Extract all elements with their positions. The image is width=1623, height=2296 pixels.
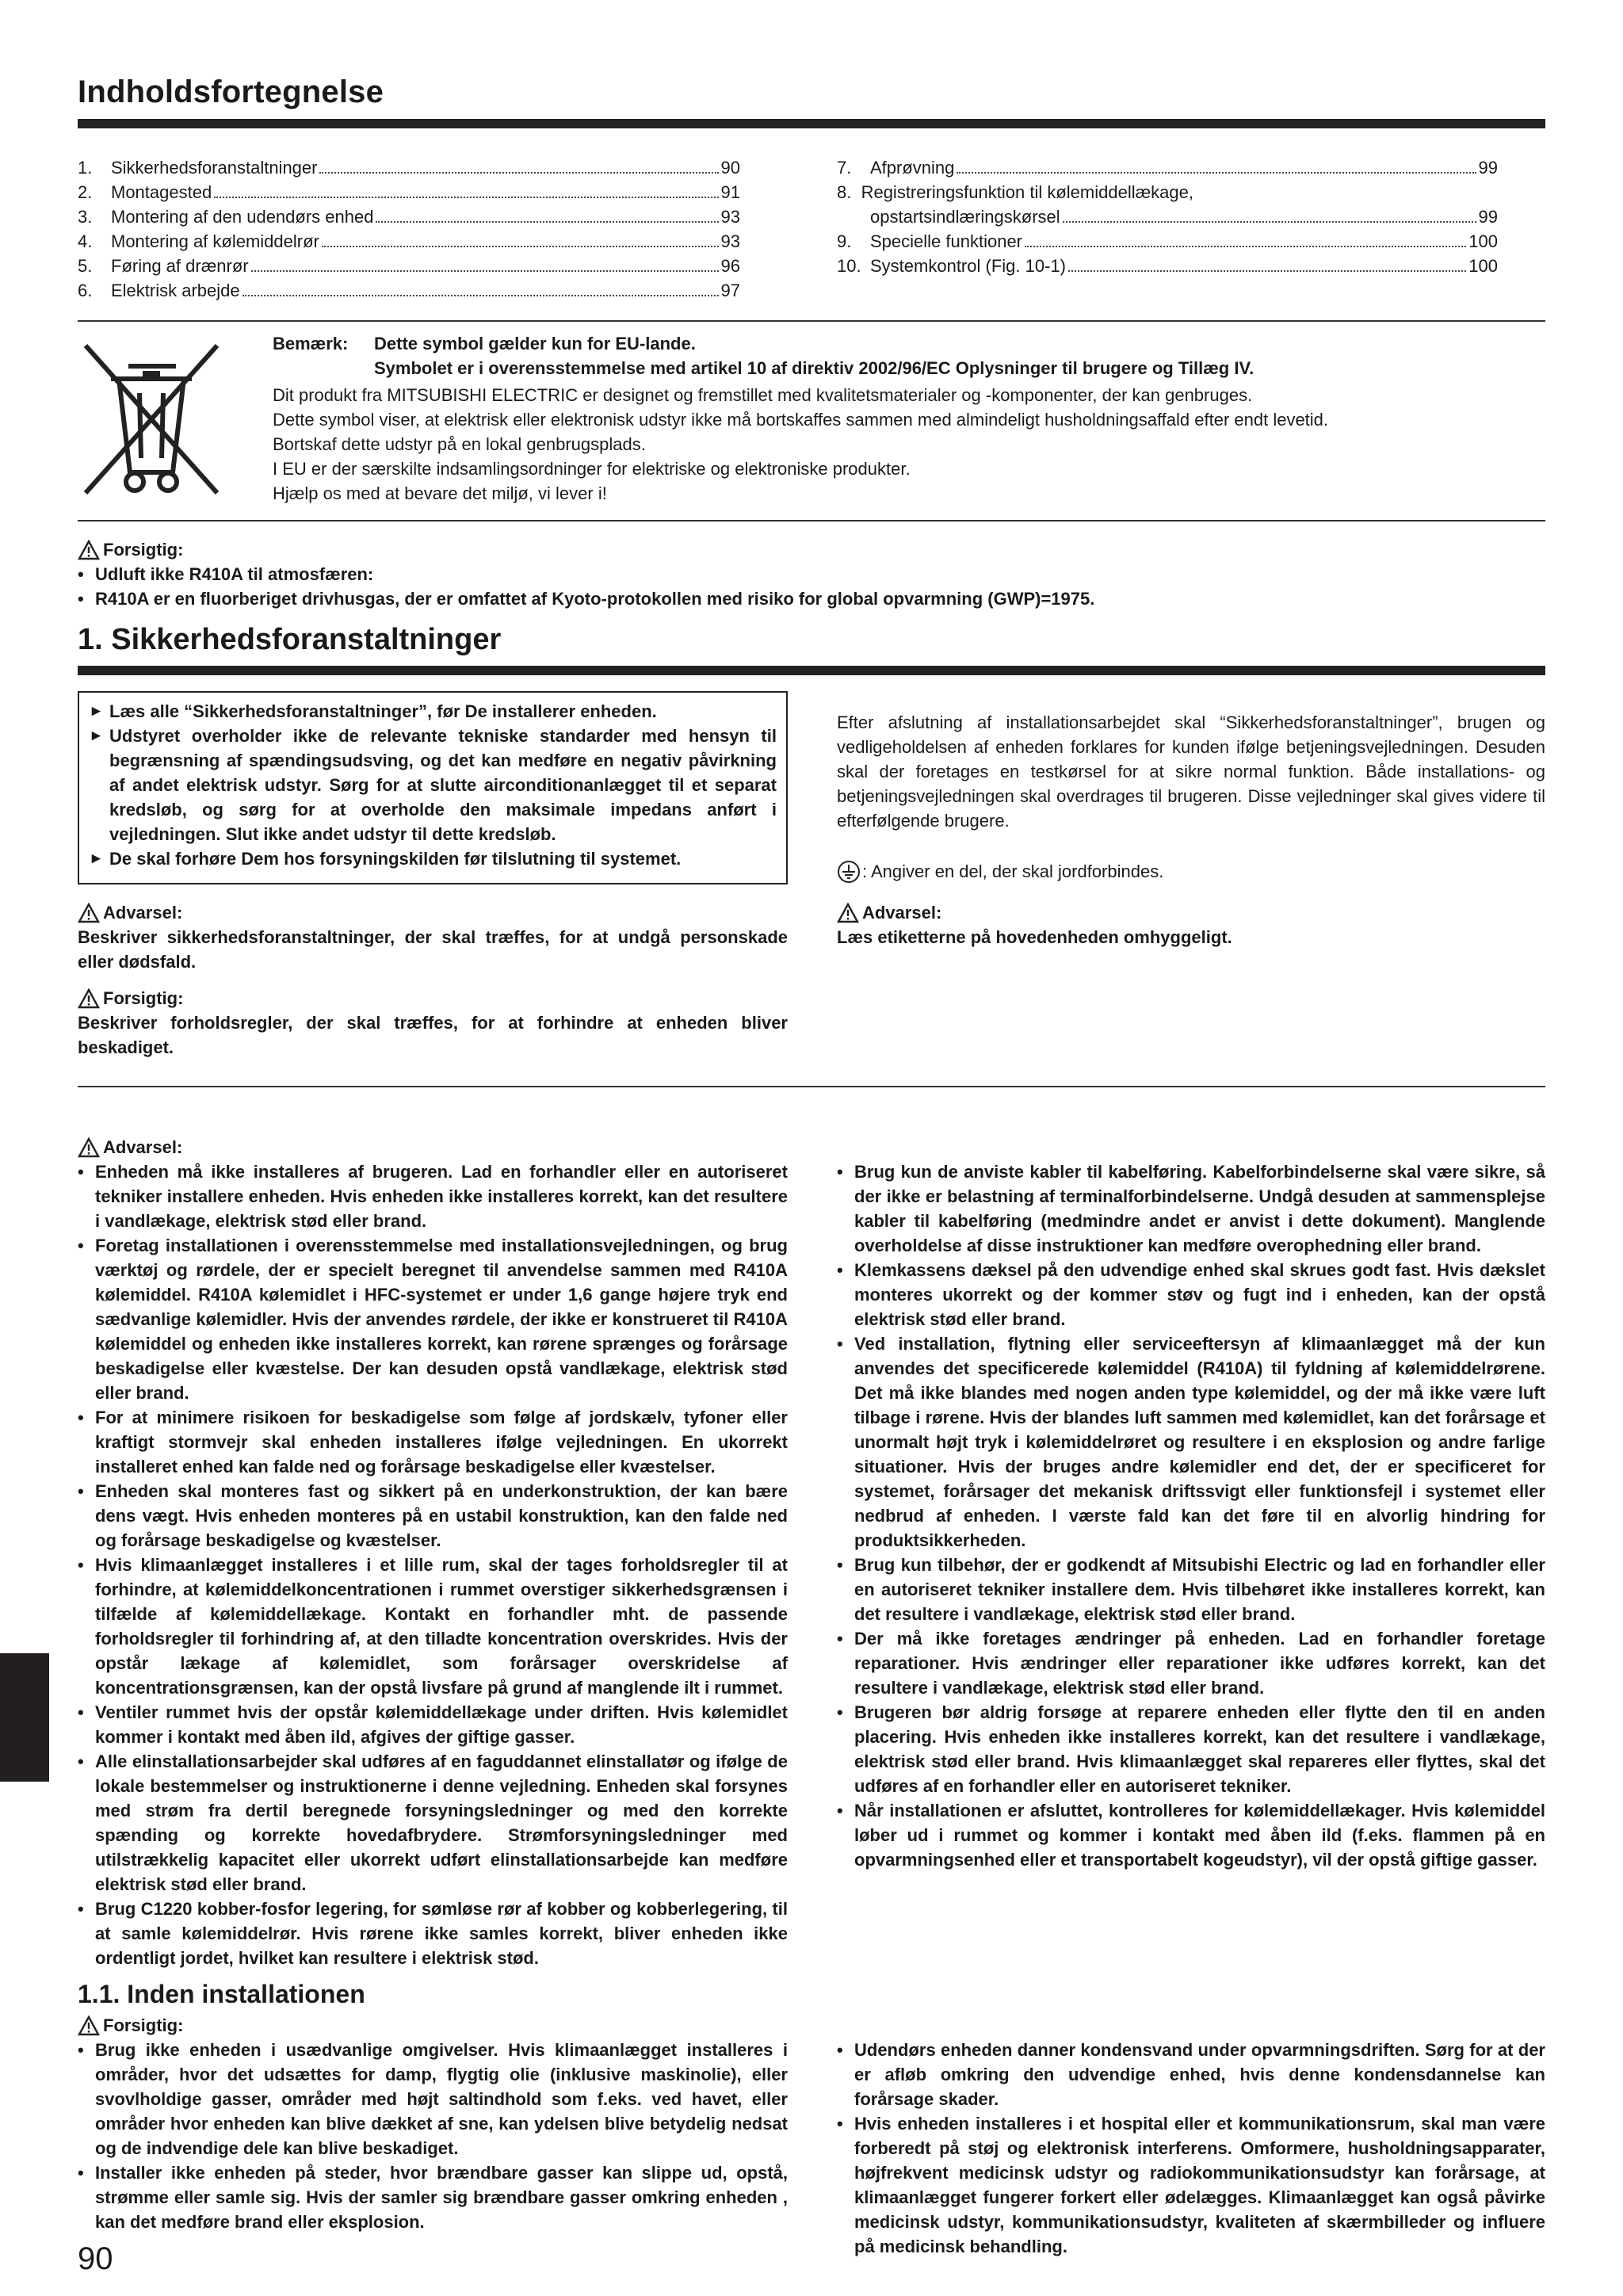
language-tab: [0, 1653, 49, 1782]
warning-item: • Klemkassens dæksel på den udvendige enhed skal skrues godt fast. Hvis dækslet monteres ukorrekt og der kommer støv og fugt ind i enheden, kan der opstå elektrisk stød eller brand.: [837, 1258, 1545, 1331]
warning-item: • Ved installation, flytning eller serviceeftersyn af klimaanlægget må der kun anvendes det specificerede kølemiddel (R410A) til fyldning af kølemiddelrørene. Det må ikke blandes med nogen anden type kølemiddel, og der må ikke være luft tilbage i rørene. Hvis der blandes luft sammen med kølemidlet, kan det forårsage et unormalt højt tryk i kølemiddelrøret og resultere i en eksplosion og andre farlige situationer. Hvis der bruges andre kølemidler end det, der er specificeret for systemet, forårsager det mekanisk driftssvigt eller funktionsfejl i systemet eller nedbrud af enheden. I værste fald kan det føre til en alvorlig hindring for produktsikkerheden.: [837, 1331, 1545, 1553]
toc-right: [837, 155, 1498, 278]
warning-triangle-icon: [837, 903, 859, 923]
toc-item[interactable]: 9. Specielle funktioner 100: [837, 231, 1498, 251]
warning-triangle-icon: [78, 988, 100, 1009]
caution-item: • Udendørs enheden danner kondensvand under opvarmningsdriften. Sørg for at der er afløb omkring den udvendige enhed, hvis denne kondensdannelse kan forårsage skader.: [837, 2038, 1545, 2111]
toc-item[interactable]: 7. Afprøvning 99: [837, 158, 1498, 178]
toc-item[interactable]: 8. Registreringsfunktion til kølemiddellækage,: [837, 182, 1193, 202]
divider: [78, 320, 1545, 322]
ground-symbol-icon: [837, 860, 861, 884]
weee-note: Bemærk: Dette symbol gælder kun for EU-lande. Symbolet er i overensstemmelse med artikel 10 af direktiv 2002/96/EC Oplysninger til brugere og Tillæg IV. Dit produkt fra MITSUBISHI ELECTRIC er designet og fremstillet med kvalitetsmaterialer og -komponenter, der kan genbruges. Dette symbol viser, at elektrisk eller elektronisk udstyr ikke må bortskaffes sammen med almindeligt husholdningsaffald efter endt levetid. Bortskaf dette udstyr på en lokal genbrugsplads. I EU er der særskilte indsamlingsordninger for elektriske og elektroniske produkter. Hjælp os med at bevare det miljø, vi lever i!: [273, 334, 1329, 503]
right-warning: Advarsel: Læs etiketterne på hovedenheden omhyggeligt.: [837, 903, 1232, 947]
toc-item[interactable]: 1. Sikkerhedsforanstaltninger 90: [78, 158, 740, 178]
ground-note: : Angiver en del, der skal jordforbindes.: [837, 859, 1545, 884]
toc-item[interactable]: 6. Elektrisk arbejde 97: [78, 281, 740, 300]
toc-left: [78, 155, 740, 303]
caution-top: Forsigtig: • Udluft ikke R410A til atmosfæren: • R410A er en fluorberiget drivhusgas, der er omfattet af Kyoto-protokollen med risiko for global opvarmning (GWP)=1975.: [78, 537, 1545, 611]
toc-item[interactable]: 3. Montering af den udendørs enhed 93: [78, 207, 740, 227]
warning-triangle-icon: [78, 1137, 100, 1158]
warning-item: • Når installationen er afsluttet, kontrolleres for kølemiddellækager. Hvis kølemiddel løber ud i rummet og kommer i kontakt med åben ild (f.eks. flammen på en opvarmningsenhed eller et transportabelt kogeudstyr), vil der opstå giftige gasser.: [837, 1798, 1545, 1872]
section-rule: [78, 666, 1545, 675]
warning-item: • Enheden skal monteres fast og sikkert på en underkonstruktion, der kan bære dens vægt. Hvis enheden monteres på en ustabil konstruktion, kan den falde ned og forårsage beskadigelse og kvæstelser.: [78, 1479, 788, 1553]
warning-item: • Brug C1220 kobber-fosfor legering, for sømløse rør af kobber og kobberlegering, til at samle kølemiddelrør. Hvis rørene ikke samles korrekt, bliver enheden ikke ordentligt jordet, hvilket kan resultere i elektrisk stød.: [78, 1897, 788, 1970]
warning-triangle-icon: [78, 903, 100, 923]
section-title: 1. Sikkerhedsforanstaltninger: [78, 623, 502, 656]
warning-item: • Foretag installationen i overensstemmelse med installationsvejledningen, og brug værktøj og rørdele, der er specielt beregnet til anvendelse sammen med R410A kølemiddel. R410A kølemidlet i HFC-systemet er under 1,6 gange højere tryk end sædvanlige kølemidler. Hvis der anvendes rørdele, der ikke er konstrueret til R410A kølemiddel og enheden ikke installeres korrekt, kan rørene sprænges og forårsage beskadigelse eller kvæstelse. Der kan desuden opstå vandlækage, elektrisk stød eller brand.: [78, 1233, 788, 1405]
warning-triangle-icon: [78, 540, 100, 560]
title-rule: [78, 119, 1545, 128]
crossed-bin-icon: [79, 339, 223, 499]
warning-triangle-icon: [78, 2015, 100, 2036]
warning-item: • Hvis klimaanlægget installeres i et lille rum, skal der tages forholdsregler til at forhindre, at kølemiddelkoncentrationen i rummet overstiger sikkerhedsgrænsen i tilfælde af kølemiddellækage. Kontakt en forhandler mht. de passende forholdsregler til forhindring af, at den tilladte koncentration overskrides. Hvis der opstår lækage af kølemidlet, som forårsager overskridelse af koncentrationsgrænsen, kan der opstå livsfare på grund af manglende ilt i rummet.: [78, 1553, 788, 1700]
warnings-left: Advarsel: • Enheden må ikke installeres af brugeren. Lad en forhandler eller en autoriseret tekniker installere enheden. Hvis enheden ikke installeres korrekt, kan det resultere i vandlækage, elektrisk stød eller brand. • Foretag installationen i overensstemmelse med installationsvejledningen, og brug værktøj og rørdele, der er specielt beregnet til anvendelse sammen med R410A kølemiddel. R410A kølemidlet i HFC-systemet er under 1,6 gange højere tryk end sædvanlige kølemidler. Hvis der anvendes rørdele, der ikke er konstrueret til R410A kølemiddel og enheden ikke installeres korrekt, kan rørene sprænges og forårsage beskadigelse eller kvæstelse. Der kan desuden opstå vandlækage, elektrisk stød eller brand. • For at minimere risikoen for beskadigelse som følge af jordskælv, tyfoner eller kraftigt stormvejr skal enheden installeres ifølge vejledningen. En ukorrekt installeret enhed kan falde ned og forårsage beskadigelse eller kvæstelser. • Enheden skal monteres fast og sikkert på en underkonstruktion, der kan bære dens vægt. Hvis enheden monteres på en ustabil konstruktion, kan den falde ned og forårsage beskadigelse og kvæstelser. • Hvis klimaanlægget installeres i et lille rum, skal der tages forholdsregler til at forhindre, at kølemiddelkoncentrationen i rummet overstiger sikkerhedsgrænsen i tilfælde af kølemiddellækage. Kontakt en forhandler mht. de passende forholdsregler til forhindring af, at den tilladte koncentration overskrides. Hvis der opstår lækage af kølemidlet, som forårsager overskridelse af koncentrationsgrænsen, kan der opstå livsfare på grund af manglende ilt i rummet. • Ventiler rummet hvis der opstår kølemiddellækage under driften. Hvis kølemidlet kommer i kontakt med åben ild, afgives der giftige gasser. • Alle elinstallationsarbejder skal udføres af en faguddannet elinstallatør og ifølge de lokale bestemmelser og instruktionerne i denne vejledning. Enheden skal forsynes med strøm fra dertil beregnede forsyningsledninger og med den korrekte spænding og korrekte hovedafbrydere. Strømforsyningsledninger med utilstrækkelig kapacitet eller ukorrekt udført elinstallationsarbejde kan medføre elektrisk stød eller brand. • Brug C1220 kobber-fosfor legering, for sømløse rør af kobber og kobberlegering, til at samle kølemiddelrør. Hvis rørene ikke samles korrekt, bliver enheden ikke ordentligt jordet, hvilket kan resultere i elektrisk stød.: [78, 1135, 788, 1970]
caution-definition: Forsigtig: Beskriver forholdsregler, der skal træffes, for at forhindre at enheden bliver beskadiget.: [78, 988, 788, 1057]
divider: [78, 1086, 1545, 1087]
warning-item: • Brugeren bør aldrig forsøge at reparere enheden eller flytte den til en anden placering. Hvis enheden ikke installeres korrekt, kan det resultere i vandlækage, elektrisk stød eller brand. Hvis klimaanlægget skal repareres eller flyttes, skal det udføres af en forhandler eller en autoriseret tekniker.: [837, 1700, 1545, 1798]
toc-item[interactable]: 10. Systemkontrol (Fig. 10-1) 100: [837, 256, 1498, 276]
warning-definition: Advarsel: Beskriver sikkerhedsforanstaltninger, der skal træffes, for at undgå personskade eller dødsfald.: [78, 903, 788, 972]
toc-item[interactable]: 5. Føring af drænrør 96: [78, 256, 740, 276]
after-installation-text: Efter afslutning af installationsarbejdet skal “Sikkerhedsforanstaltninger”, brugen og vedligeholdelsen af enheden forklares for kunden ifølge betjeningsvejledningen. Desuden skal der foretages en testkørsel for at sikre normal funktion. Både installations- og betjeningsvejledningen skal overdrages til brugeren. Disse vejledninger skal gives videre til efterfølgende brugere.: [837, 712, 1545, 831]
warning-item: • Alle elinstallationsarbejder skal udføres af en faguddannet elinstallatør og ifølge de lokale bestemmelser og instruktionerne i denne vejledning. Enheden skal forsynes med strøm fra dertil beregnede forsyningsledninger og med den korrekte spænding og korrekte hovedafbrydere. Strømforsyningsledninger med utilstrækkelig kapacitet eller ukorrekt udført elinstallationsarbejde kan medføre elektrisk stød eller brand.: [78, 1749, 788, 1897]
warning-item: • Ventiler rummet hvis der opstår kølemiddellækage under driften. Hvis kølemidlet kommer i kontakt med åben ild, afgives der giftige gasser.: [78, 1700, 788, 1749]
caution-item: • Hvis enheden installeres i et hospital eller et kommunikationsrum, skal man være forberedt på støj og elektronisk interferens. Omformere, husholdningsapparater, højfrekvent medicinsk udstyr og radiokommunikationsudstyr kan forårsage, at klimaanlægget fungerer forkert eller ødelægges. Klimaanlægget kan også påvirke medicinsk udstyr, kommunikationsudstyr, kvaliteten af skærmbilleder og influere på medicinsk behandling.: [837, 2111, 1545, 2259]
before-install-right: [837, 2038, 1545, 2259]
warning-item: • Enheden må ikke installeres af brugeren. Lad en forhandler eller en autoriseret tekniker installere enheden. Hvis enheden ikke installeres korrekt, kan det resultere i vandlækage, elektrisk stød eller brand.: [78, 1159, 788, 1233]
subsection-title: 1.1. Inden installationen: [78, 1980, 365, 2008]
toc-item[interactable]: 4. Montering af kølemiddelrør 93: [78, 231, 740, 251]
warnings-right: [837, 1159, 1545, 1872]
caution-item: • Installer ikke enheden på steder, hvor brændbare gasser kan slippe ud, opstå, strømme eller samle sig. Hvis der samler sig brændbare gasser omkring enheden , kan det medføre brand eller eksplosion.: [78, 2160, 788, 2234]
warning-item: • Der må ikke foretages ændringer på enheden. Lad en forhandler foretage reparationer. Hvis ændringer eller reparationer ikke udføres korrekt, kan det resultere i vandlækage, elektrisk stød eller brand.: [837, 1626, 1545, 1700]
before-install-left: Forsigtig: • Brug ikke enheden i usædvanlige omgivelser. Hvis klimaanlægget installeres i områder, hvor det udsættes for damp, flygtig olie (inklusive maskinolie), eller svovlholdige gasser, områder med højt saltindhold som f.eks. ved havet, eller områder hvor enheden kan blive dækket af sne, kan ydelsen blive betydelig nedsat og de indvendige dele kan blive beskadiget. • Installer ikke enheden på steder, hvor brændbare gasser kan slippe ud, opstå, strømme eller samle sig. Hvis der samler sig brændbare gasser omkring enheden , kan det medføre brand eller eksplosion.: [78, 2013, 788, 2234]
warning-item: • Brug kun de anviste kabler til kabelføring. Kabelforbindelserne skal være sikre, så der ikke er belastning af terminalforbindelserne. Undgå desuden at sammensplejse kabler til kabelføring (medmindre andet er anvist i dette dokument). Manglende overholdelse af disse instruktioner kan medføre overophedning eller brand.: [837, 1159, 1545, 1258]
safety-instructions-box: ► Læs alle “Sikkerhedsforanstaltninger”, før De installerer enheden. ► Udstyret overholder ikke de relevante tekniske standarder med hensyn til begrænsning af spændingsudsving, og det kan medføre en negativ påvirkning af andet elektrisk udstyr. Sørg for at slutte airconditionanlægget til et separat kredsløb, og sørg for at overholde den maksimale impedans anført i vejledningen. Slut ikke andet udstyr til dette kredsløb. ► De skal forhøre Dem hos forsyningskilden før tilslutning til systemet.: [78, 691, 788, 884]
divider: [78, 520, 1545, 521]
warning-item: • For at minimere risikoen for beskadigelse som følge af jordskælv, tyfoner eller kraftigt stormvejr skal enheden installeres ifølge vejledningen. En ukorrekt installeret enhed kan falde ned og forårsage beskadigelse eller kvæstelser.: [78, 1405, 788, 1479]
toc-item[interactable]: 2. Montagested 91: [78, 182, 740, 202]
page-number: 90: [78, 2241, 113, 2276]
warning-item: • Brug kun tilbehør, der er godkendt af Mitsubishi Electric og lad en forhandler eller en autoriseret tekniker installere dem. Hvis tilbehøret ikke installeres korrekt, kan det resultere i vandlækage, elektrisk stød eller brand.: [837, 1553, 1545, 1626]
toc-item[interactable]: opstartsindlæringskørsel 99: [870, 207, 1498, 227]
caution-item: • Brug ikke enheden i usædvanlige omgivelser. Hvis klimaanlægget installeres i områder, hvor det udsættes for damp, flygtig olie (inklusive maskinolie), eller svovlholdige gasser, områder med højt saltindhold som f.eks. ved havet, eller områder hvor enheden kan blive dækket af sne, kan ydelsen blive betydelig nedsat og de indvendige dele kan blive beskadiget.: [78, 2038, 788, 2160]
page-title: Indholdsfortegnelse: [78, 74, 384, 109]
